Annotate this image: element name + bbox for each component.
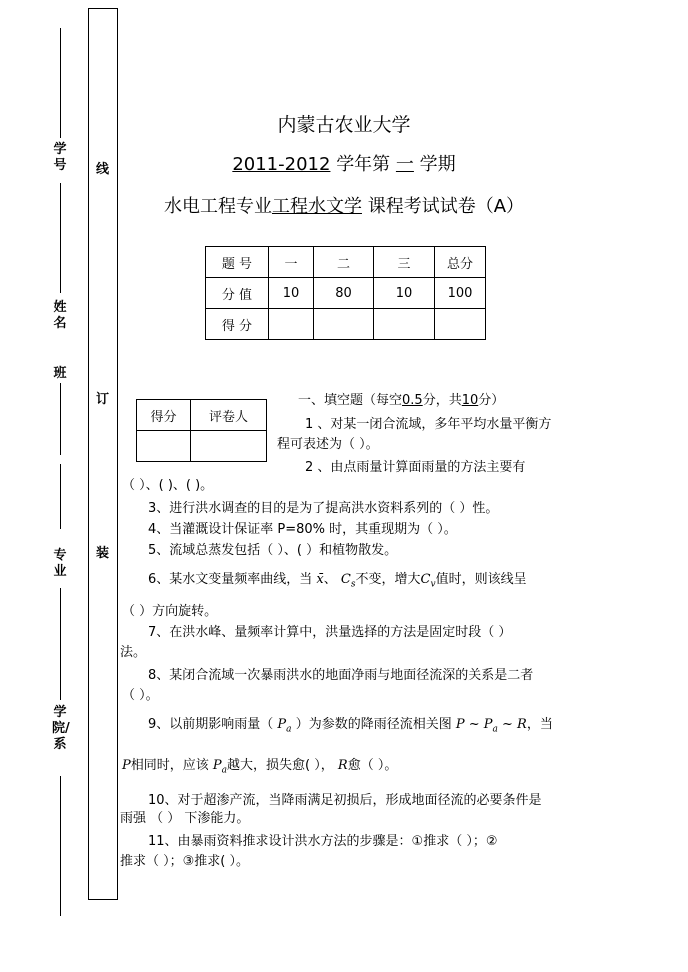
college-line — [60, 588, 61, 700]
question-11-line-2: 推求（ ）；③推求( ）。 — [120, 854, 249, 869]
question-6-line-2: （ ）方向旋转。 — [122, 604, 218, 619]
bottom-line — [60, 776, 61, 916]
university-title: 内蒙古农业大学 — [277, 114, 411, 136]
table-row: 分 值 10 80 10 100 — [206, 278, 486, 309]
question-7-line-1: 7、在洪水峰、量频率计算中，洪量选择的方法是固定时段（ ） — [148, 625, 512, 640]
class-line — [60, 383, 61, 455]
pa-symbol-2: $P_a$ — [212, 758, 228, 776]
table-row: 得分 评卷人 — [137, 400, 267, 431]
question-11-line-1: 11、由暴雨资料推求设计洪水方法的步骤是：①推求（ ）；② — [148, 834, 498, 849]
question-9-line-1: 9、以前期影响雨量（ $P_a$ ）为参数的降雨径流相关图 P ~ $P_a$ ~ R，当 — [148, 717, 553, 735]
score-cell-2[interactable] — [314, 309, 374, 340]
table-row: 得 分 — [206, 309, 486, 340]
term-title: 2011-2012 学年第 一 学期 — [232, 154, 456, 175]
table-row: 题 号 一 二 三 总分 — [206, 247, 486, 278]
bind-char-line: 线 — [96, 162, 110, 177]
question-2-line-1: 2 、由点雨量计算面雨量的方法主要有 — [305, 460, 526, 475]
score-table — [205, 246, 486, 340]
score-cell-total[interactable] — [435, 309, 486, 340]
college-label: 学院/系 — [52, 705, 70, 752]
r-symbol: R — [337, 758, 348, 773]
name-label: 姓名 — [53, 300, 67, 331]
major-label: 专业 — [53, 548, 67, 579]
question-8-line-2: （ ）。 — [122, 688, 159, 703]
year-range: 2011-2012 — [232, 154, 331, 175]
score-cell-1[interactable] — [269, 309, 314, 340]
question-1-line-1: 1 、对某一闭合流域，多年平均水量平衡方 — [305, 417, 552, 432]
question-2-line-2: （ ）、( )、( )。 — [122, 478, 214, 493]
bind-char-staple: 订 — [96, 392, 110, 407]
class-label: 班 — [53, 366, 67, 381]
student-id-label: 学号 — [53, 142, 67, 173]
question-8-line-1: 8、某闭合流域一次暴雨洪水的地面净雨与地面径流深的关系是二者 — [148, 668, 534, 683]
term-number: 一 — [395, 154, 414, 175]
score-cell-3[interactable] — [374, 309, 435, 340]
x-bar-symbol: x̄ — [316, 572, 324, 587]
p-symbol: P — [122, 758, 131, 773]
course-title: 水电工程专业工程水文学 课程考试试卷（A） — [163, 196, 525, 217]
relation-symbol: P ~ $P_a$ ~ R — [455, 717, 527, 735]
course-name: 工程水文学 — [271, 196, 362, 217]
grader-table — [136, 399, 267, 462]
question-1-line-2: 程可表述为（ ）。 — [277, 437, 379, 452]
section-title: 一、填空题（每空0.5分，共10分） — [298, 393, 505, 408]
cs-symbol: $C_s$ — [340, 572, 356, 590]
question-5: 5、流域总蒸发包括（ ）、( ）和植物散发。 — [148, 543, 398, 558]
major-line — [60, 464, 61, 529]
table-row — [137, 431, 267, 462]
question-7-line-2: 法。 — [120, 645, 147, 660]
question-4: 4、当灌溉设计保证率 P=80% 时，其重现期为（ ）。 — [148, 522, 457, 537]
cv-symbol: $C_v$ — [420, 572, 436, 590]
question-9-line-2: P相同时，应该 $P_a$越大，损失愈( ）， R愈（ ）。 — [122, 758, 398, 776]
question-3: 3、进行洪水调查的目的是为了提高洪水资料系列的（ ）性。 — [148, 501, 499, 516]
question-10-line-1: 10、对于超渗产流，当降雨满足初损后，形成地面径流的必要条件是 — [148, 793, 542, 808]
pa-symbol: $P_a$ — [277, 717, 292, 735]
grader-name-cell[interactable] — [191, 431, 267, 462]
question-6-line-1: 6、某水文变量频率曲线，当 x̄、 $C_s$不变，增大$C_v$值时，则该线呈 — [148, 572, 527, 590]
grader-score-cell[interactable] — [137, 431, 191, 462]
binding-strip — [88, 8, 118, 900]
bind-char-install: 装 — [96, 546, 110, 561]
question-10-line-2: 雨强 （ ） 下渗能力。 — [120, 811, 250, 826]
